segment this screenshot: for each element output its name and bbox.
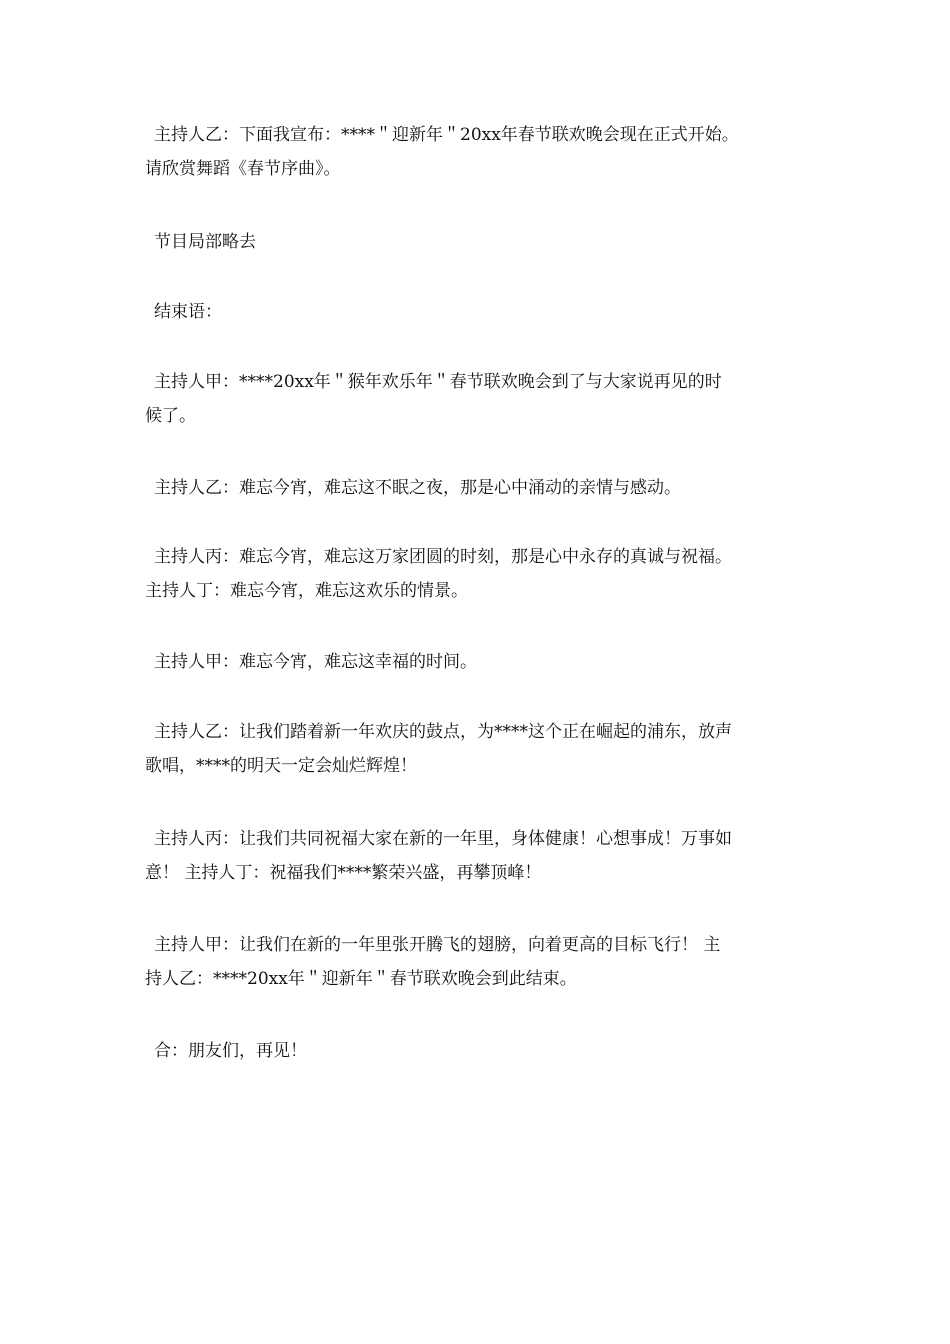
paragraph-line: 主持人甲：难忘今宵，难忘这幸福的时间。 (154, 652, 477, 672)
paragraph-host-a-happy-time (145, 645, 810, 679)
paragraph-line: 主持人丙：让我们共同祝福大家在新的一年里，身体健康！心想事成！万事如 (154, 829, 732, 849)
paragraph-program-omitted (145, 225, 810, 259)
paragraph-line: 节目局部略去 (154, 232, 256, 252)
paragraph-host-c-d-reunion (145, 540, 810, 608)
paragraph-line: 持人乙：****20xx年＂迎新年＂春节联欢晚会到此结束。 (145, 969, 577, 989)
paragraph-line: 候了。 (145, 406, 196, 426)
paragraph-line: 结束语： (154, 302, 222, 322)
paragraph-line: 主持人丁：难忘今宵，难忘这欢乐的情景。 (145, 581, 468, 601)
paragraph-line: 歌唱，****的明天一定会灿烂辉煌！ (145, 756, 417, 776)
paragraph-line: 主持人乙：难忘今宵，难忘这不眠之夜，那是心中涌动的亲情与感动。 (154, 478, 681, 498)
paragraph-closing-heading (145, 295, 810, 329)
paragraph-host-c-d-wishes (145, 822, 810, 890)
paragraph-host-b-drumbeat (145, 715, 810, 783)
paragraph-line: 主持人丙：难忘今宵，难忘这万家团圆的时刻，那是心中永存的真诚与祝福。 (154, 547, 732, 567)
paragraph-line: 意！ 主持人丁：祝福我们****繁荣兴盛，再攀顶峰！ (145, 863, 542, 883)
paragraph-host-a-b-conclusion (145, 928, 810, 996)
paragraph-all-goodbye (145, 1034, 810, 1068)
paragraph-line: 主持人乙：下面我宣布：****＂迎新年＂20xx年春节联欢晚会现在正式开始。 (154, 125, 739, 145)
paragraph-line: 请欣赏舞蹈《春节序曲》。 (145, 159, 341, 179)
paragraph-announce-start (145, 118, 810, 186)
paragraph-host-a-farewell (145, 365, 810, 433)
paragraph-line: 合：朋友们，再见！ (154, 1041, 307, 1061)
paragraph-host-b-night (145, 471, 810, 505)
paragraph-line: 主持人乙：让我们踏着新一年欢庆的鼓点，为****这个正在崛起的浦东，放声 (154, 722, 732, 742)
paragraph-line: 主持人甲：让我们在新的一年里张开腾飞的翅膀，向着更高的目标飞行！ 主 (154, 935, 721, 955)
paragraph-line: 主持人甲：****20xx年＂猴年欢乐年＂春节联欢晚会到了与大家说再见的时 (154, 372, 722, 392)
